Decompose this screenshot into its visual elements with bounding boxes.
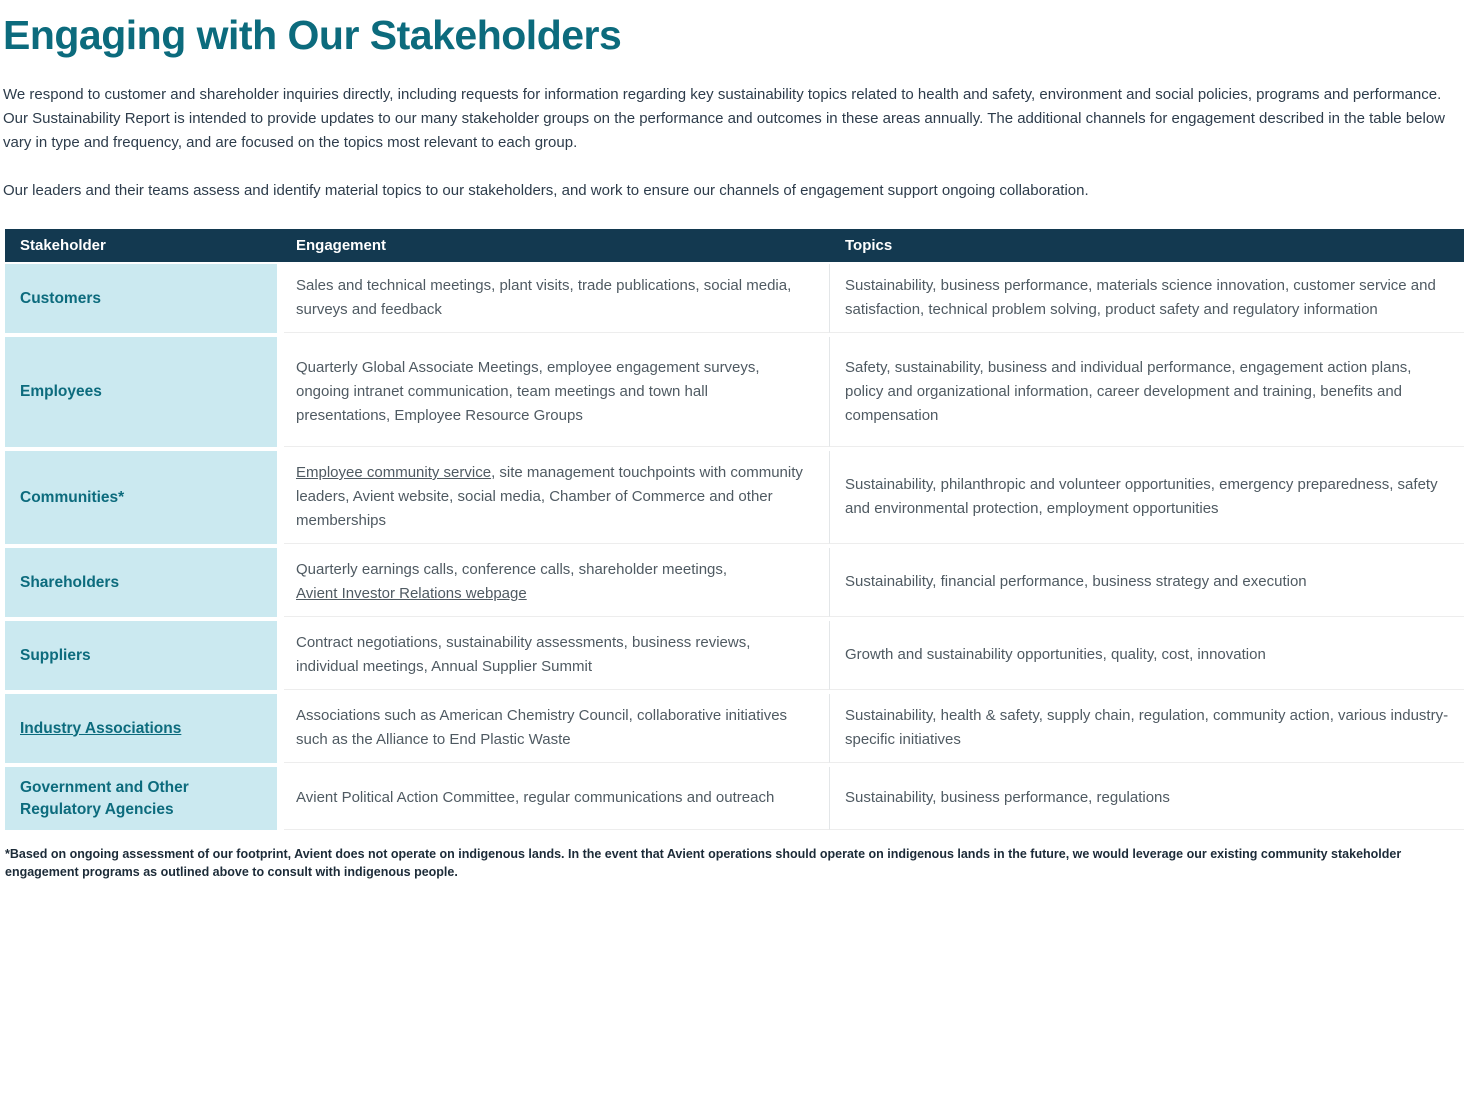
topics-text: Growth and sustainability opportunities, quality, cost, innovation bbox=[845, 646, 1266, 663]
table-row-customers bbox=[5, 264, 1464, 333]
engagement-text: Associations such as American Chemistry Council, collaborative initiatives such as the Alliance to End Plastic Waste bbox=[296, 707, 788, 748]
topics-cell bbox=[830, 451, 1464, 544]
stakeholder-name-shareholders: Shareholders bbox=[20, 573, 120, 591]
topics-text: Sustainability, financial performance, business strategy and execution bbox=[845, 573, 1307, 590]
engagement-cell bbox=[284, 264, 830, 333]
stakeholder-name-employees: Employees bbox=[20, 383, 102, 400]
engagement-cell bbox=[284, 451, 830, 544]
engagement-cell bbox=[284, 621, 830, 690]
engagement-cell bbox=[284, 548, 830, 617]
stakeholder-name-suppliers: Suppliers bbox=[20, 646, 91, 664]
engagement-cell bbox=[284, 694, 830, 763]
industry-associations-link[interactable]: Industry Associations bbox=[20, 719, 182, 737]
table-row-communities bbox=[5, 451, 1464, 544]
topics-text: Sustainability, health & safety, supply chain, regulation, community action, various industry-specific initiatives bbox=[845, 707, 1449, 748]
engagement-cell bbox=[284, 767, 830, 830]
stakeholder-cell bbox=[5, 451, 277, 544]
engagement-text: Quarterly Global Associate Meetings, employee engagement surveys, ongoing intranet communication, team meetings and town hall presentations, Employee Resource Groups bbox=[296, 358, 760, 424]
engagement-text: Sales and technical meetings, plant visits, trade publications, social media, surveys and feedback bbox=[296, 277, 792, 318]
engagement-cell bbox=[284, 337, 830, 447]
topics-cell bbox=[830, 548, 1464, 617]
table-row-suppliers bbox=[5, 621, 1464, 690]
table-row-industry-associations bbox=[5, 694, 1464, 763]
footnote: *Based on ongoing assessment of our footprint, Avient does not operate on indigenous lands. In the event that Avient operations should operate on indigenous lands in the future, we would leverage our existing community stakeholder engagement programs as outlined above to consult with indigenous people. bbox=[5, 847, 1402, 879]
page-title: Engaging with Our Stakeholders bbox=[3, 12, 622, 58]
engagement-text: Quarterly earnings calls, conference calls, shareholder meetings, bbox=[296, 561, 728, 578]
topics-cell bbox=[830, 694, 1464, 763]
stakeholder-name-communities: Communities* bbox=[20, 488, 125, 506]
table-row-shareholders bbox=[5, 548, 1464, 617]
engagement-text: Avient Political Action Committee, regular communications and outreach bbox=[296, 789, 775, 806]
table-row-government bbox=[5, 767, 1464, 830]
intro-paragraph-2: Our leaders and their teams assess and identify material topics to our stakeholders, and work to ensure our channels of engagement support ongoing collaboration. bbox=[3, 182, 1089, 199]
stakeholder-engagement-table bbox=[5, 229, 1464, 830]
table-row-employees bbox=[5, 337, 1464, 447]
engagement-text: , site management touchpoints with community leaders, Avient website, social media, Chamber of Commerce and other memberships bbox=[296, 464, 803, 529]
intro-paragraph-1: We respond to customer and shareholder inquiries directly, including requests for information regarding key sustainability topics related to health and safety, environment and social policies, programs and performance. Our Sustainability Report is intended to provide updates to our many stakeholder groups on the performance and outcomes in these areas annually. The additional channels for engagement described in the table below vary in type and frequency, and are focused on the topics most relevant to each group. bbox=[3, 86, 1446, 151]
topics-cell bbox=[830, 264, 1464, 333]
topics-cell bbox=[830, 621, 1464, 690]
stakeholder-name-government: Government and Other Regulatory Agencies bbox=[20, 778, 189, 818]
table-header-row bbox=[5, 229, 1464, 262]
stakeholder-name-customers: Customers bbox=[20, 289, 101, 307]
topics-text: Sustainability, philanthropic and volunteer opportunities, emergency preparedness, safety and environmental protection, employment opportunities bbox=[845, 476, 1438, 517]
stakeholder-cell bbox=[5, 264, 277, 333]
topics-text: Safety, sustainability, business and individual performance, engagement action plans, policy and organizational information, career development and training, benefits and compensation bbox=[845, 358, 1412, 424]
stakeholder-cell bbox=[5, 694, 277, 763]
topics-cell bbox=[830, 337, 1464, 447]
column-header-stakeholder: Stakeholder bbox=[20, 237, 106, 254]
topics-text: Sustainability, business performance, regulations bbox=[845, 789, 1170, 806]
employee-community-service-link[interactable]: Employee community service bbox=[296, 464, 492, 481]
column-header-engagement: Engagement bbox=[296, 237, 387, 254]
stakeholder-cell bbox=[5, 337, 277, 447]
stakeholder-cell bbox=[5, 621, 277, 690]
stakeholder-cell bbox=[5, 548, 277, 617]
topics-cell bbox=[830, 767, 1464, 830]
column-header-topics: Topics bbox=[845, 237, 893, 254]
topics-text: Sustainability, business performance, materials science innovation, customer service and satisfaction, technical problem solving, product safety and regulatory information bbox=[845, 277, 1436, 318]
avient-investor-relations-link[interactable]: Avient Investor Relations webpage bbox=[296, 585, 527, 602]
stakeholder-cell bbox=[5, 767, 277, 830]
engagement-text: Contract negotiations, sustainability assessments, business reviews, individual meetings, Annual Supplier Summit bbox=[296, 634, 751, 675]
